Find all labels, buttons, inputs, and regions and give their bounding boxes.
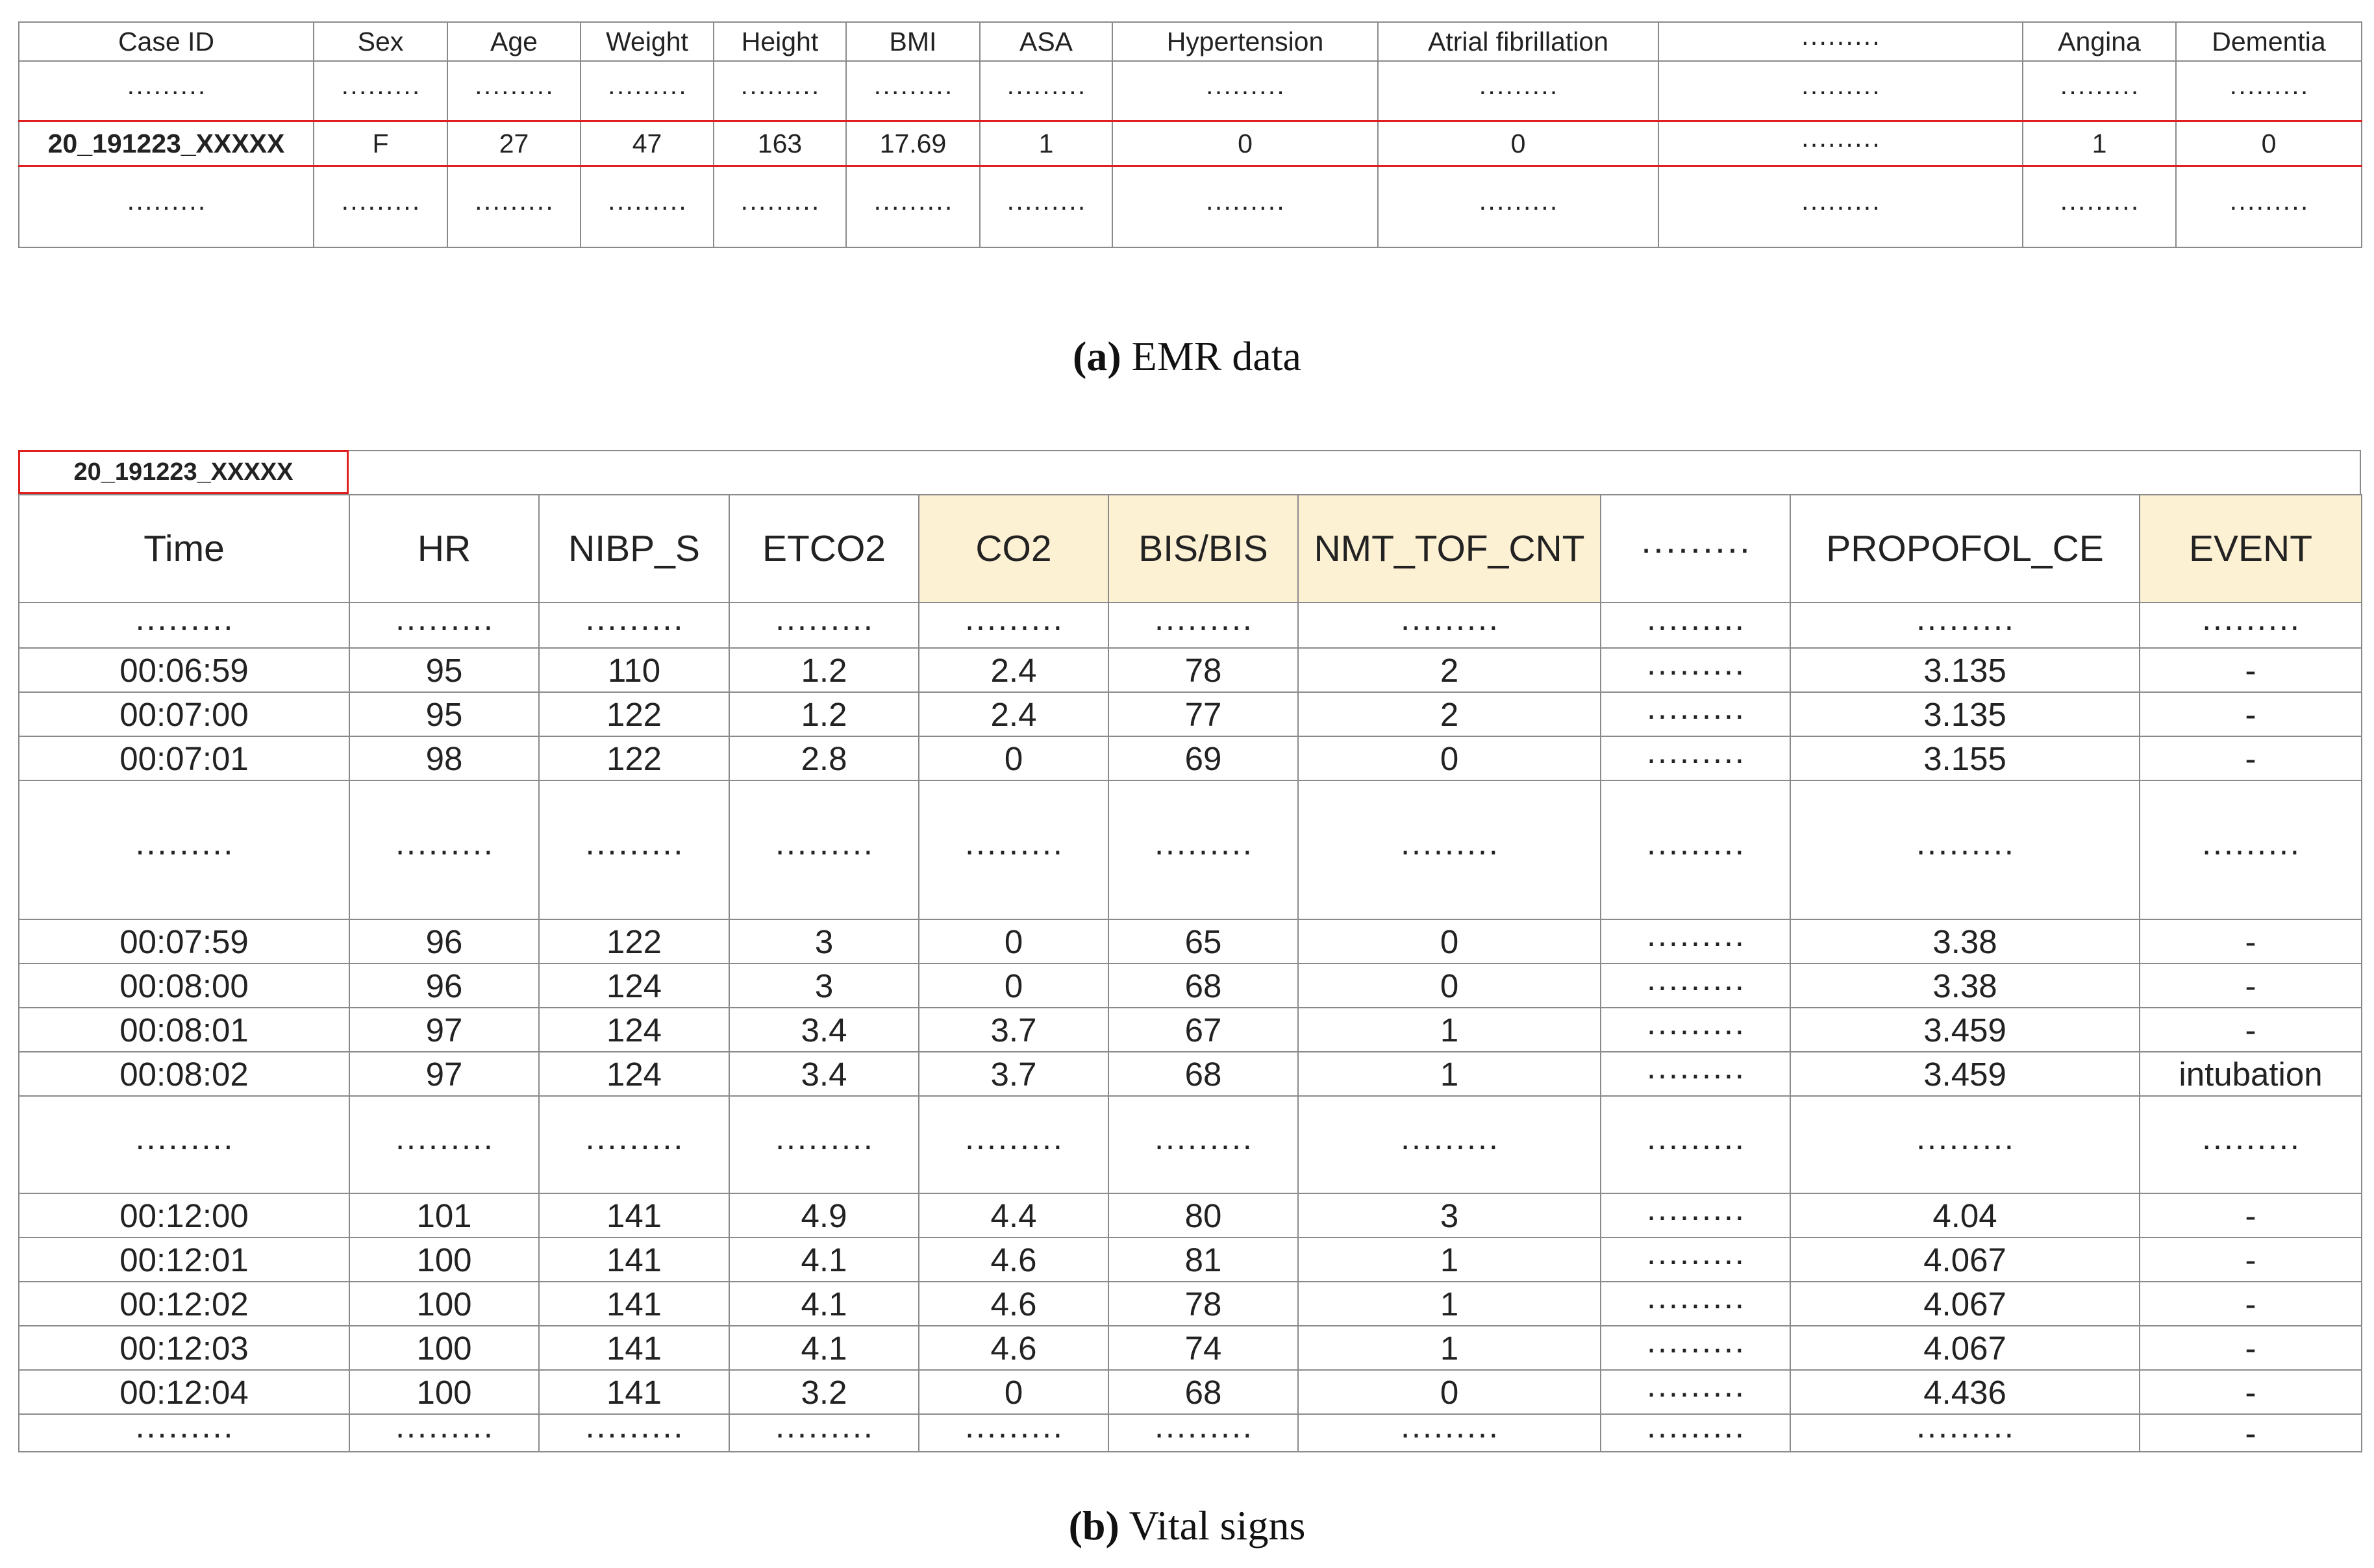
- emr-cell: ·········: [1112, 166, 1378, 248]
- vitals-row: [19, 1414, 2362, 1452]
- vitals-cell: ·········: [19, 603, 349, 648]
- emr-cell: ·········: [2023, 166, 2176, 248]
- caption-a-label: (a): [1073, 333, 1121, 379]
- vitals-cell: 3.7: [919, 1008, 1108, 1052]
- emr-row-ellipsis: [19, 166, 2362, 248]
- vitals-cell: ·········: [349, 603, 539, 648]
- vital-signs-table: [18, 494, 2362, 1452]
- vitals-cell: 00:08:00: [19, 964, 349, 1008]
- vitals-cell: 0: [919, 736, 1108, 780]
- emr-cell: ·········: [2176, 61, 2362, 121]
- vitals-cell: ·········: [1601, 1052, 1790, 1096]
- vitals-cell: 4.067: [1790, 1238, 2140, 1282]
- vitals-cell: 98: [349, 736, 539, 780]
- vitals-cell: 00:07:59: [19, 919, 349, 964]
- vitals-cell: ·········: [1601, 919, 1790, 964]
- vitals-header-row: [19, 495, 2362, 603]
- vitals-cell: ·········: [1790, 1414, 2140, 1452]
- vitals-cell: 95: [349, 648, 539, 692]
- vitals-header-event: EVENT: [2140, 495, 2362, 603]
- vitals-cell: ·········: [1601, 1008, 1790, 1052]
- emr-row-ellipsis: [19, 61, 2362, 121]
- vitals-header-co2: CO2: [919, 495, 1108, 603]
- vitals-cell: 67: [1108, 1008, 1298, 1052]
- vitals-cell: -: [2140, 1238, 2362, 1282]
- vitals-cell: ·········: [1108, 780, 1298, 919]
- emr-header-angina: Angina: [2023, 22, 2176, 61]
- vitals-row: [19, 1193, 2362, 1238]
- vitals-cell: 122: [539, 692, 729, 736]
- vitals-cell: 95: [349, 692, 539, 736]
- vitals-cell: -: [2140, 648, 2362, 692]
- emr-cell: ·········: [2023, 61, 2176, 121]
- vitals-cell: ·········: [1601, 1282, 1790, 1326]
- vitals-cell: 4.4: [919, 1193, 1108, 1238]
- vitals-cell: 141: [539, 1282, 729, 1326]
- vitals-row: [19, 648, 2362, 692]
- vitals-cell: ·········: [1298, 1414, 1601, 1452]
- vitals-cell: ·········: [2140, 780, 2362, 919]
- vitals-cell: 141: [539, 1238, 729, 1282]
- vitals-cell: 3.155: [1790, 736, 2140, 780]
- vitals-cell: 3: [1298, 1193, 1601, 1238]
- emr-cell: ·········: [1658, 166, 2023, 248]
- vitals-cell: 3.4: [729, 1052, 919, 1096]
- vitals-header-propofol-ce: PROPOFOL_CE: [1790, 495, 2140, 603]
- vitals-row: [19, 964, 2362, 1008]
- vitals-row: [19, 1370, 2362, 1414]
- emr-cell: ·········: [1378, 166, 1658, 248]
- vitals-cell: ·········: [1298, 1096, 1601, 1193]
- vitals-cell: 4.6: [919, 1326, 1108, 1370]
- emr-cell: ·········: [2176, 166, 2362, 248]
- vitals-cell: ·········: [1601, 1414, 1790, 1452]
- vitals-cell: 4.067: [1790, 1326, 2140, 1370]
- vitals-cell: ·········: [1108, 1096, 1298, 1193]
- vitals-cell: ·········: [1790, 603, 2140, 648]
- vitals-cell: 0: [1298, 1370, 1601, 1414]
- vitals-cell: ·········: [539, 1414, 729, 1452]
- vitals-cell: 0: [919, 1370, 1108, 1414]
- vitals-cell: 3.38: [1790, 964, 2140, 1008]
- vitals-cell: -: [2140, 1414, 2362, 1452]
- vitals-cell: 101: [349, 1193, 539, 1238]
- vitals-cell: -: [2140, 919, 2362, 964]
- emr-table: [18, 21, 2362, 248]
- emr-cell: ·········: [980, 166, 1112, 248]
- vitals-cell: 74: [1108, 1326, 1298, 1370]
- vitals-cell: 68: [1108, 1370, 1298, 1414]
- emr-cell: ·········: [846, 61, 980, 121]
- emr-header-dementia: Dementia: [2176, 22, 2362, 61]
- vitals-header-ellipsis: ·········: [1601, 495, 1790, 603]
- vitals-cell: -: [2140, 964, 2362, 1008]
- vitals-cell: 80: [1108, 1193, 1298, 1238]
- vitals-cell: 97: [349, 1008, 539, 1052]
- vitals-cell: ·········: [729, 780, 919, 919]
- vitals-cell: 00:12:02: [19, 1282, 349, 1326]
- emr-header-row: [19, 22, 2362, 61]
- emr-cell: ·········: [314, 166, 447, 248]
- vitals-cell: 3.2: [729, 1370, 919, 1414]
- vitals-cell: 2.4: [919, 692, 1108, 736]
- emr-cell: ·········: [581, 166, 714, 248]
- vitals-row: [19, 1326, 2362, 1370]
- vitals-cell: ·········: [349, 1096, 539, 1193]
- vitals-cell: 78: [1108, 648, 1298, 692]
- vitals-cell: 69: [1108, 736, 1298, 780]
- vitals-cell: ·········: [729, 603, 919, 648]
- emr-header-age: Age: [447, 22, 581, 61]
- emr-cell: 47: [581, 121, 714, 166]
- vitals-header-hr: HR: [349, 495, 539, 603]
- vitals-row: [19, 1008, 2362, 1052]
- vitals-cell: 100: [349, 1326, 539, 1370]
- vitals-cell: 0: [1298, 964, 1601, 1008]
- emr-cell: ·········: [19, 166, 314, 248]
- vitals-row: [19, 692, 2362, 736]
- vitals-cell: ·········: [19, 780, 349, 919]
- vitals-cell: 1.2: [729, 648, 919, 692]
- vitals-cell: ·········: [2140, 603, 2362, 648]
- emr-cell: ·········: [1658, 61, 2023, 121]
- emr-cell: ·········: [980, 61, 1112, 121]
- vitals-cell: 100: [349, 1370, 539, 1414]
- vitals-cell: 00:12:01: [19, 1238, 349, 1282]
- vitals-cell: ·········: [1601, 603, 1790, 648]
- emr-header-asa: ASA: [980, 22, 1112, 61]
- emr-header-height: Height: [714, 22, 846, 61]
- vitals-cell: 00:12:03: [19, 1326, 349, 1370]
- emr-cell: ·········: [19, 61, 314, 121]
- vitals-cell: 00:08:02: [19, 1052, 349, 1096]
- vitals-cell: ·········: [349, 1414, 539, 1452]
- vitals-row: [19, 736, 2362, 780]
- emr-cell: 163: [714, 121, 846, 166]
- vitals-cell: 81: [1108, 1238, 1298, 1282]
- emr-header-hypertension: Hypertension: [1112, 22, 1378, 61]
- vitals-cell: 124: [539, 1008, 729, 1052]
- vitals-cell: ·········: [1790, 780, 2140, 919]
- vitals-cell: 0: [1298, 736, 1601, 780]
- vitals-cell: ·········: [19, 1414, 349, 1452]
- vitals-cell: -: [2140, 1326, 2362, 1370]
- vitals-cell: 4.1: [729, 1326, 919, 1370]
- vitals-cell: 4.9: [729, 1193, 919, 1238]
- vitals-cell: 1: [1298, 1238, 1601, 1282]
- vitals-cell: 122: [539, 919, 729, 964]
- emr-header-case-id: Case ID: [19, 22, 314, 61]
- vitals-cell: 3.38: [1790, 919, 2140, 964]
- emr-cell: ·········: [1378, 61, 1658, 121]
- vitals-header-time: Time: [19, 495, 349, 603]
- vitals-cell: 141: [539, 1326, 729, 1370]
- vitals-cell: 00:07:00: [19, 692, 349, 736]
- vitals-cell: 3.4: [729, 1008, 919, 1052]
- vitals-cell: ·········: [1298, 603, 1601, 648]
- vitals-cell: ·········: [1601, 1238, 1790, 1282]
- case-id-box: 20_191223_XXXXX: [18, 450, 349, 494]
- emr-cell: 0: [1112, 121, 1378, 166]
- vitals-cell: ·········: [1601, 692, 1790, 736]
- vitals-cell: ·········: [2140, 1096, 2362, 1193]
- vitals-cell: 1: [1298, 1326, 1601, 1370]
- vitals-cell: ·········: [919, 1096, 1108, 1193]
- vitals-row: [19, 1096, 2362, 1193]
- vitals-cell: ·········: [1601, 1096, 1790, 1193]
- vitals-header-etco2: ETCO2: [729, 495, 919, 603]
- vitals-row: [19, 1238, 2362, 1282]
- vitals-cell: ·········: [1601, 736, 1790, 780]
- emr-cell: 1: [2023, 121, 2176, 166]
- vitals-cell: 122: [539, 736, 729, 780]
- vitals-cell: 00:08:01: [19, 1008, 349, 1052]
- emr-cell: ·········: [447, 61, 581, 121]
- vitals-cell: ·········: [919, 1414, 1108, 1452]
- vitals-cell: ·········: [1790, 1096, 2140, 1193]
- vitals-cell: 0: [919, 919, 1108, 964]
- vitals-cell: ·········: [1108, 603, 1298, 648]
- emr-cell: ·········: [314, 61, 447, 121]
- vitals-cell: 100: [349, 1282, 539, 1326]
- vitals-row: [19, 780, 2362, 919]
- vitals-cell: 65: [1108, 919, 1298, 964]
- emr-cell: F: [314, 121, 447, 166]
- vitals-cell: 1.2: [729, 692, 919, 736]
- emr-cell: ·········: [447, 166, 581, 248]
- vitals-cell: 141: [539, 1193, 729, 1238]
- vitals-row: [19, 1282, 2362, 1326]
- vitals-row: [19, 1052, 2362, 1096]
- vitals-cell: 68: [1108, 1052, 1298, 1096]
- vitals-cell: -: [2140, 1282, 2362, 1326]
- emr-cell: ·········: [714, 166, 846, 248]
- vitals-cell: 124: [539, 964, 729, 1008]
- emr-header-bmi: BMI: [846, 22, 980, 61]
- vitals-cell: 4.1: [729, 1282, 919, 1326]
- emr-cell: ·········: [714, 61, 846, 121]
- vitals-cell: ·········: [1108, 1414, 1298, 1452]
- vitals-cell: 110: [539, 648, 729, 692]
- vitals-cell: ·········: [919, 780, 1108, 919]
- vitals-cell: ·········: [1601, 1326, 1790, 1370]
- vitals-cell: intubation: [2140, 1052, 2362, 1096]
- vitals-cell: 00:12:04: [19, 1370, 349, 1414]
- vitals-cell: ·········: [19, 1096, 349, 1193]
- vitals-row: [19, 603, 2362, 648]
- vitals-cell: ·········: [729, 1414, 919, 1452]
- vitals-cell: 1: [1298, 1008, 1601, 1052]
- vitals-cell: 96: [349, 919, 539, 964]
- vitals-cell: ·········: [539, 780, 729, 919]
- vitals-cell: 2.8: [729, 736, 919, 780]
- vitals-row: [19, 919, 2362, 964]
- vitals-cell: 4.6: [919, 1238, 1108, 1282]
- vitals-cell: -: [2140, 1193, 2362, 1238]
- caption-b: [0, 1502, 2374, 1550]
- vitals-cell: 77: [1108, 692, 1298, 736]
- vitals-header-bis: BIS/BIS: [1108, 495, 1298, 603]
- emr-cell: 0: [2176, 121, 2362, 166]
- vitals-body: [19, 603, 2362, 1452]
- caption-b-label: (b): [1068, 1502, 1119, 1549]
- vitals-cell: ·········: [729, 1096, 919, 1193]
- vitals-cell: 96: [349, 964, 539, 1008]
- vitals-cell: 4.6: [919, 1282, 1108, 1326]
- vitals-cell: 2: [1298, 648, 1601, 692]
- vitals-cell: 3.7: [919, 1052, 1108, 1096]
- caption-a-text: EMR data: [1121, 333, 1301, 379]
- vitals-cell: 00:07:01: [19, 736, 349, 780]
- vitals-cell: 0: [919, 964, 1108, 1008]
- vitals-cell: ·········: [539, 603, 729, 648]
- vitals-cell: -: [2140, 692, 2362, 736]
- emr-header-sex: Sex: [314, 22, 447, 61]
- vitals-cell: ·········: [1601, 1370, 1790, 1414]
- vitals-cell: 78: [1108, 1282, 1298, 1326]
- vitals-cell: 00:12:00: [19, 1193, 349, 1238]
- vitals-cell: ·········: [1298, 780, 1601, 919]
- vitals-cell: ·········: [1601, 964, 1790, 1008]
- emr-cell: 17.69: [846, 121, 980, 166]
- vitals-cell: 3.459: [1790, 1052, 2140, 1096]
- vitals-cell: 00:06:59: [19, 648, 349, 692]
- table-frame: [349, 450, 2361, 494]
- vitals-cell: 4.067: [1790, 1282, 2140, 1326]
- vitals-cell: 3.459: [1790, 1008, 2140, 1052]
- vitals-cell: 97: [349, 1052, 539, 1096]
- emr-cell-case-id: 20_191223_XXXXX: [19, 121, 314, 166]
- emr-cell: 1: [980, 121, 1112, 166]
- vitals-cell: 2.4: [919, 648, 1108, 692]
- vitals-cell: 1: [1298, 1052, 1601, 1096]
- emr-row-highlighted: [19, 121, 2362, 166]
- vitals-cell: 3: [729, 964, 919, 1008]
- vitals-cell: ·········: [919, 603, 1108, 648]
- vitals-cell: 1: [1298, 1282, 1601, 1326]
- vitals-cell: ·········: [1601, 1193, 1790, 1238]
- vitals-cell: -: [2140, 736, 2362, 780]
- vitals-cell: ·········: [1601, 648, 1790, 692]
- emr-cell: 0: [1378, 121, 1658, 166]
- emr-cell: ·········: [846, 166, 980, 248]
- vitals-cell: -: [2140, 1008, 2362, 1052]
- vitals-cell: 100: [349, 1238, 539, 1282]
- emr-header-weight: Weight: [581, 22, 714, 61]
- caption-b-text: Vital signs: [1119, 1502, 1306, 1549]
- vitals-cell: 3.135: [1790, 692, 2140, 736]
- emr-header-ellipsis: ·········: [1658, 22, 2023, 61]
- vitals-cell: 68: [1108, 964, 1298, 1008]
- vitals-cell: 4.04: [1790, 1193, 2140, 1238]
- vitals-cell: 3.135: [1790, 648, 2140, 692]
- vitals-cell: 4.1: [729, 1238, 919, 1282]
- vitals-header-nmt-tof-cnt: NMT_TOF_CNT: [1298, 495, 1601, 603]
- emr-cell: ·········: [1658, 121, 2023, 166]
- vitals-cell: 2: [1298, 692, 1601, 736]
- vitals-cell: ·········: [1601, 780, 1790, 919]
- emr-header-atrial-fibrillation: Atrial fibrillation: [1378, 22, 1658, 61]
- caption-a: [0, 332, 2374, 380]
- vitals-cell: 3: [729, 919, 919, 964]
- vitals-cell: ·········: [349, 780, 539, 919]
- vitals-cell: 141: [539, 1370, 729, 1414]
- emr-cell: 27: [447, 121, 581, 166]
- vitals-cell: 124: [539, 1052, 729, 1096]
- emr-cell: ·········: [581, 61, 714, 121]
- emr-cell: ·········: [1112, 61, 1378, 121]
- vitals-cell: ·········: [539, 1096, 729, 1193]
- vitals-cell: 0: [1298, 919, 1601, 964]
- vitals-cell: 4.436: [1790, 1370, 2140, 1414]
- vitals-cell: -: [2140, 1370, 2362, 1414]
- vitals-header-nibp-s: NIBP_S: [539, 495, 729, 603]
